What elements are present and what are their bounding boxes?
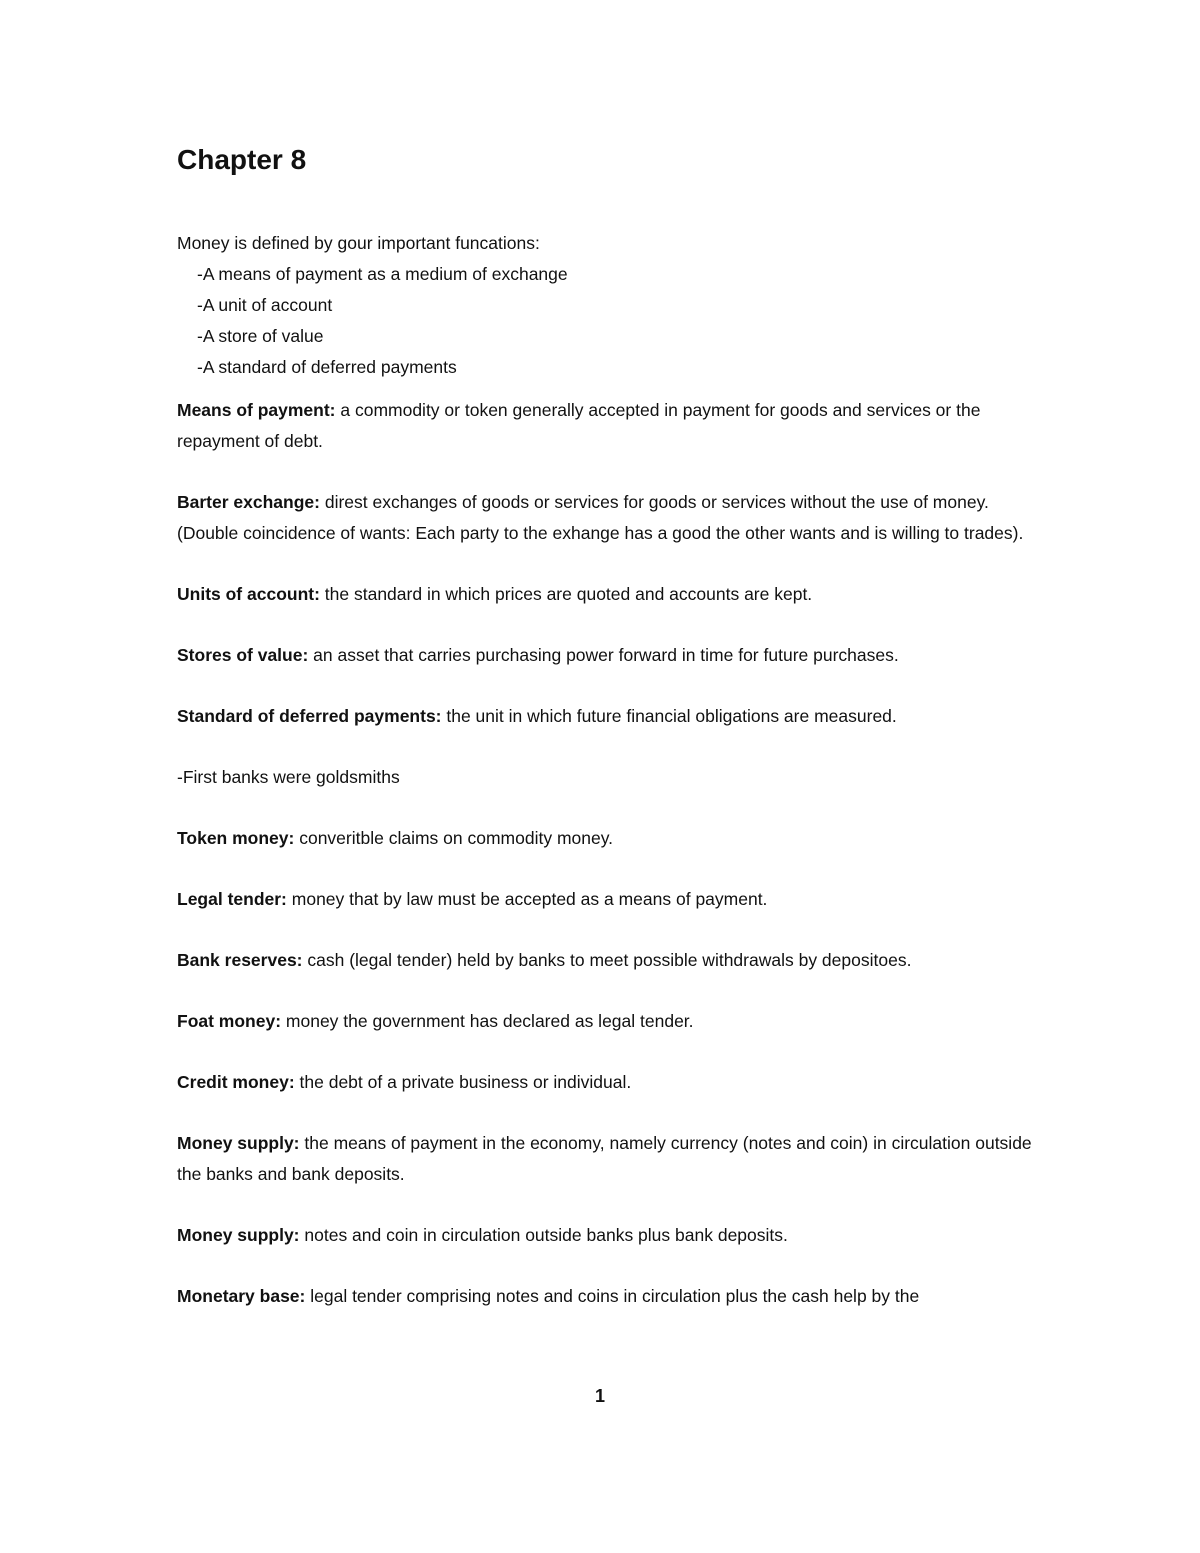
- page-number: 1: [594, 1386, 605, 1406]
- definition-token-money: [177, 823, 1037, 854]
- definition-text: legal tender comprising notes and coins in circulation plus the cash help by the: [305, 1286, 920, 1306]
- definition-term: Legal tender:: [177, 889, 287, 909]
- definition-term: Token money:: [177, 828, 295, 848]
- definition-text: money that by law must be accepted as a means of payment.: [286, 889, 768, 909]
- definition-text: converitble claims on commodity money.: [294, 828, 614, 848]
- definition-standard-of-deferred-payments: [177, 701, 1037, 732]
- list-item: -A store of value: [197, 326, 324, 346]
- definition-money-supply: [177, 1128, 1037, 1190]
- definition-barter-exchange: [177, 487, 1037, 549]
- definition-text: money the government has declared as legal tender.: [281, 1011, 694, 1031]
- definition-term: Barter exchange:: [177, 492, 320, 512]
- definition-term: Units of account:: [177, 584, 320, 604]
- definition-legal-tender: [177, 884, 1037, 915]
- definition-term: Bank reserves:: [177, 950, 303, 970]
- definition-text: an asset that carries purchasing power forward in time for future purchases.: [308, 645, 899, 665]
- definition-text: cash (legal tender) held by banks to meet possible withdrawals by depositoes.: [302, 950, 912, 970]
- definition-foat-money: [177, 1006, 1037, 1037]
- definition-means-of-payment: [177, 395, 1037, 457]
- page-title: Chapter 8: [177, 144, 307, 175]
- definition-term: Stores of value:: [177, 645, 309, 665]
- definition-term: Money supply:: [177, 1133, 300, 1153]
- definition-text: direst exchanges of goods or services for goods or services without the use of money. (Double coincidence of wants: Each party to the exhange has a good the other wants and is willing to trades).: [177, 492, 1024, 543]
- definition-monetary-base: [177, 1281, 1037, 1312]
- definition-credit-money: [177, 1067, 1037, 1098]
- list-item: -A means of payment as a medium of exchange: [197, 264, 568, 284]
- money-functions-list: [177, 259, 1037, 383]
- definition-term: Money supply:: [177, 1225, 300, 1245]
- definition-stores-of-value: [177, 640, 1037, 671]
- definition-text: the standard in which prices are quoted and accounts are kept.: [319, 584, 813, 604]
- definition-term: Means of payment:: [177, 400, 336, 420]
- definition-text: notes and coin in circulation outside banks plus bank deposits.: [299, 1225, 788, 1245]
- definition-units-of-account: [177, 579, 1037, 610]
- definition-text: a commodity or token generally accepted in payment for goods and services or the repayment of debt.: [177, 400, 981, 451]
- document-body: [177, 228, 1037, 1342]
- definition-text: the means of payment in the economy, namely currency (notes and coin) in circulation outside the banks and bank deposits.: [177, 1133, 1032, 1184]
- definition-term: Foat money:: [177, 1011, 282, 1031]
- definition-term: Credit money:: [177, 1072, 295, 1092]
- note-first-banks: [177, 762, 1037, 793]
- definition-money-supply-alt: [177, 1220, 1037, 1251]
- list-item: -A standard of deferred payments: [197, 357, 457, 377]
- definition-term: Standard of deferred payments:: [177, 706, 442, 726]
- definition-text: the unit in which future financial obligations are measured.: [441, 706, 897, 726]
- definition-text: -First banks were goldsmiths: [177, 767, 400, 787]
- definition-bank-reserves: [177, 945, 1037, 976]
- list-item: -A unit of account: [197, 295, 333, 315]
- intro-text: Money is defined by gour important funcations:: [177, 233, 540, 253]
- definition-text: the debt of a private business or individual.: [294, 1072, 632, 1092]
- definition-term: Monetary base:: [177, 1286, 306, 1306]
